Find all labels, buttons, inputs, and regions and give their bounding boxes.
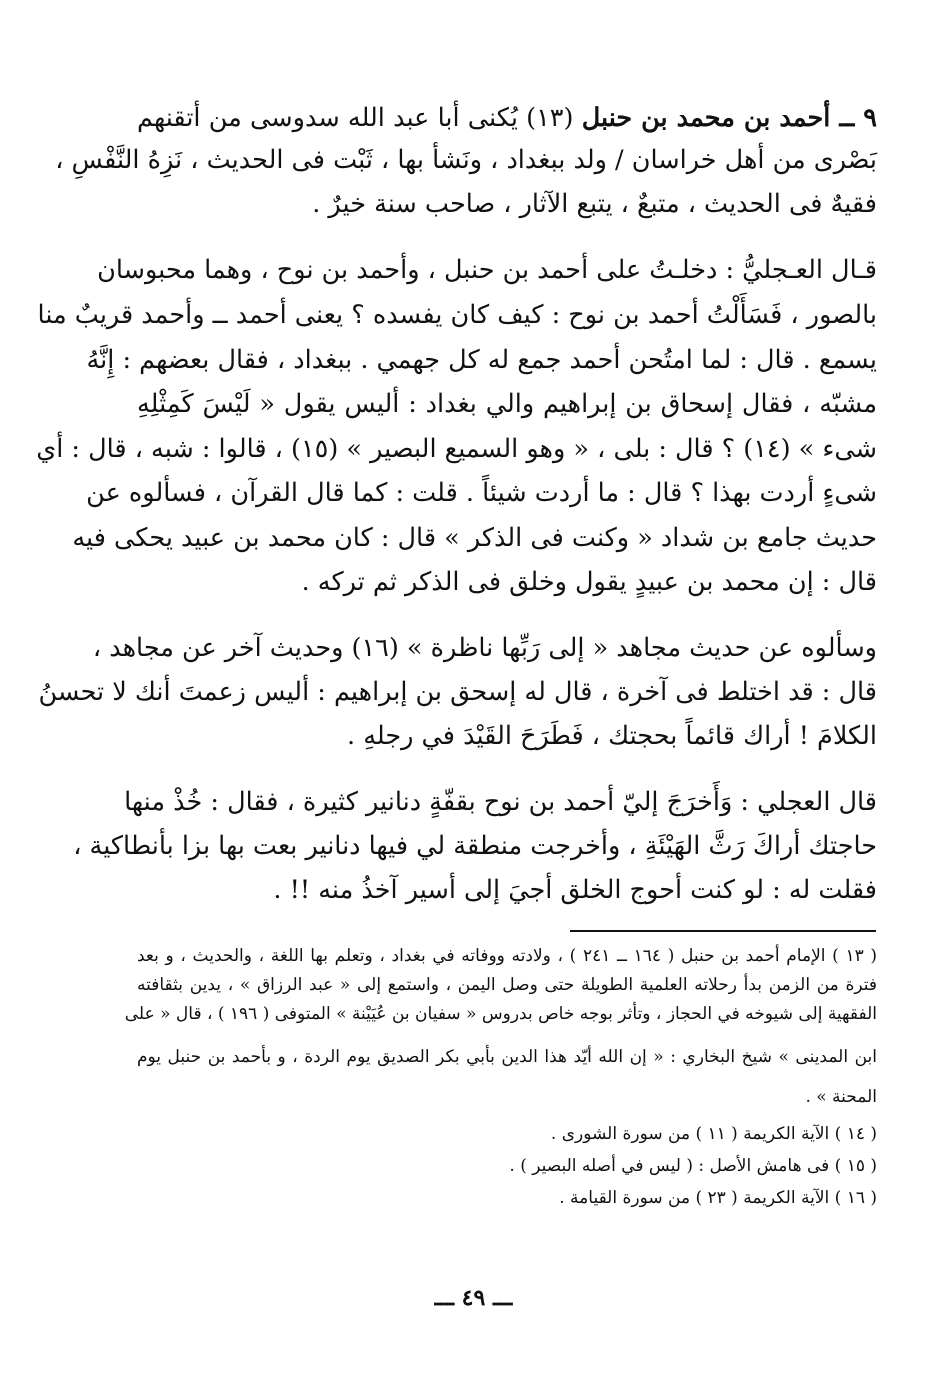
para3-line: وسألوه عن حديث مجاهد « إلى رَبِّها ناظرة » (١٦) وحديث آخر عن مجاهد ، <box>92 633 877 663</box>
footnote-13-line: ابن المدينى » شيخ البخاري : « إن الله أيّد هذا الدين بأبي بكر الصديق يوم الردة ، و بأحمد بن حنبل يوم <box>137 1047 877 1067</box>
entry-heading: ٩ ــ أحمد بن محمد بن حنبل <box>581 103 877 133</box>
entry-heading-rest: (١٣) يُكنى أبا عبد الله سدوسى من أتقنهم <box>137 103 574 133</box>
para2-line: بالصور ، فَسَأَلْتُ أحمد بن نوح : كيف كان يفسده ؟ يعنى أحمد ــ وأحمد قريبٌ منا <box>37 300 877 330</box>
entry-line-3: فقيهٌ فى الحديث ، متبعٌ ، يتبع الآثار ، صاحب سنة خيرٌ . <box>312 189 877 219</box>
footnote-13-line: المحنة » . <box>805 1087 877 1107</box>
para3-line: قال : قد اختلط فى آخرة ، قال له إسحق بن إبراهيم : أليس زعمتَ أنك لا تحسنُ <box>38 677 877 707</box>
para3-line: الكلامَ ! أراك قائماً بحجتك ، فَطَرَحَ القَيْدَ في رجلهِ . <box>347 721 877 751</box>
entry-line-2: بَصْرى من أهل خراسان / ولد ببغداد ، ونَشأ بها ، ثَبْت فى الحديث ، نَزِهُ النَّفْسِ ، <box>55 145 877 175</box>
footnote-13-line: فترة من الزمن بدأ رحلاته العلمية الطويلة حتى وصل اليمن ، واستمع إلى « عبد الرزاق » ، يدين بثقافته <box>137 975 877 995</box>
entry-line-1 <box>137 98 877 138</box>
footnote-14: ( ١٤ ) الآية الكريمة ( ١١ ) من سورة الشورى . <box>550 1124 877 1144</box>
footnote-13-line: الفقهية إلى شيوخه في الحجاز ، وتأثر بوجه خاص بدروس « سفيان بن عُيَيْنة » المتوفى ( ١٩٦ ) ، قال « على <box>124 1004 877 1024</box>
para2-line: شىء » (١٤) ؟ قال : بلى ، « وهو السميع البصير » (١٥) ، قالوا : شبه ، قال : أي <box>36 434 877 464</box>
para4-line: قال العجلي : وَأَخرَجَ إليّ أحمد بن نوح بقفّةٍ دنانير كثيرة ، فقال : خُذْ منها <box>124 787 877 817</box>
page-number: ـــ ٤٩ ـــ <box>434 1285 513 1311</box>
footnote-15: ( ١٥ ) فى هامش الأصل : ( ليس في أصله البصير ) . <box>509 1156 877 1176</box>
para2-line: حديث جامع بن شداد « وكنت فى الذكر » قال : كان محمد بن عبيد يحكى فيه <box>72 523 877 553</box>
para4-line: حاجتك أراكَ رَثَّ الهَيْئَةِ ، وأخرجت منطقة لي فيها دنانير بعت بها بزا بأنطاكية ، <box>73 831 877 861</box>
para2-line: يسمع . قال : لما امتُحن أحمد جمع له كل جهمي . ببغداد ، فقال بعضهم : إِنَّهُ <box>86 345 877 375</box>
para2-line: مشبّه ، فقال إسحاق بن إبراهيم والي بغداد : أليس يقول « لَيْسَ كَمِثْلِهِ <box>137 389 877 419</box>
para2-line: شىءٍ أردت بهذا ؟ قال : ما أردت شيئاً . قلت : كما قال القرآن ، فسألوه عن <box>86 478 877 508</box>
footnote-16: ( ١٦ ) الآية الكريمة ( ٢٣ ) من سورة القيامة . <box>559 1188 877 1208</box>
para2-line: قال : إن محمد بن عبيدٍ يقول وخلق فى الذكر ثم تركه . <box>301 567 877 597</box>
para2-line: قـال العـجليُّ : دخلـتُ على أحمد بن حنبل ، وأحمد بن نوح ، وهما محبوسان <box>97 255 877 285</box>
para4-line: فقلت له : لو كنت أحوج الخلق أجيَ إلى أسير آخذُ منه !! . <box>273 875 877 905</box>
footnote-13-line: ( ١٣ ) الإمام أحمد بن حنبل ( ١٦٤ ــ ٢٤١ ) ، ولادته ووفاته في بغداد ، وتعلم بها اللغة ، والحديث ، و بعد <box>137 946 877 966</box>
footnote-separator <box>570 930 876 932</box>
